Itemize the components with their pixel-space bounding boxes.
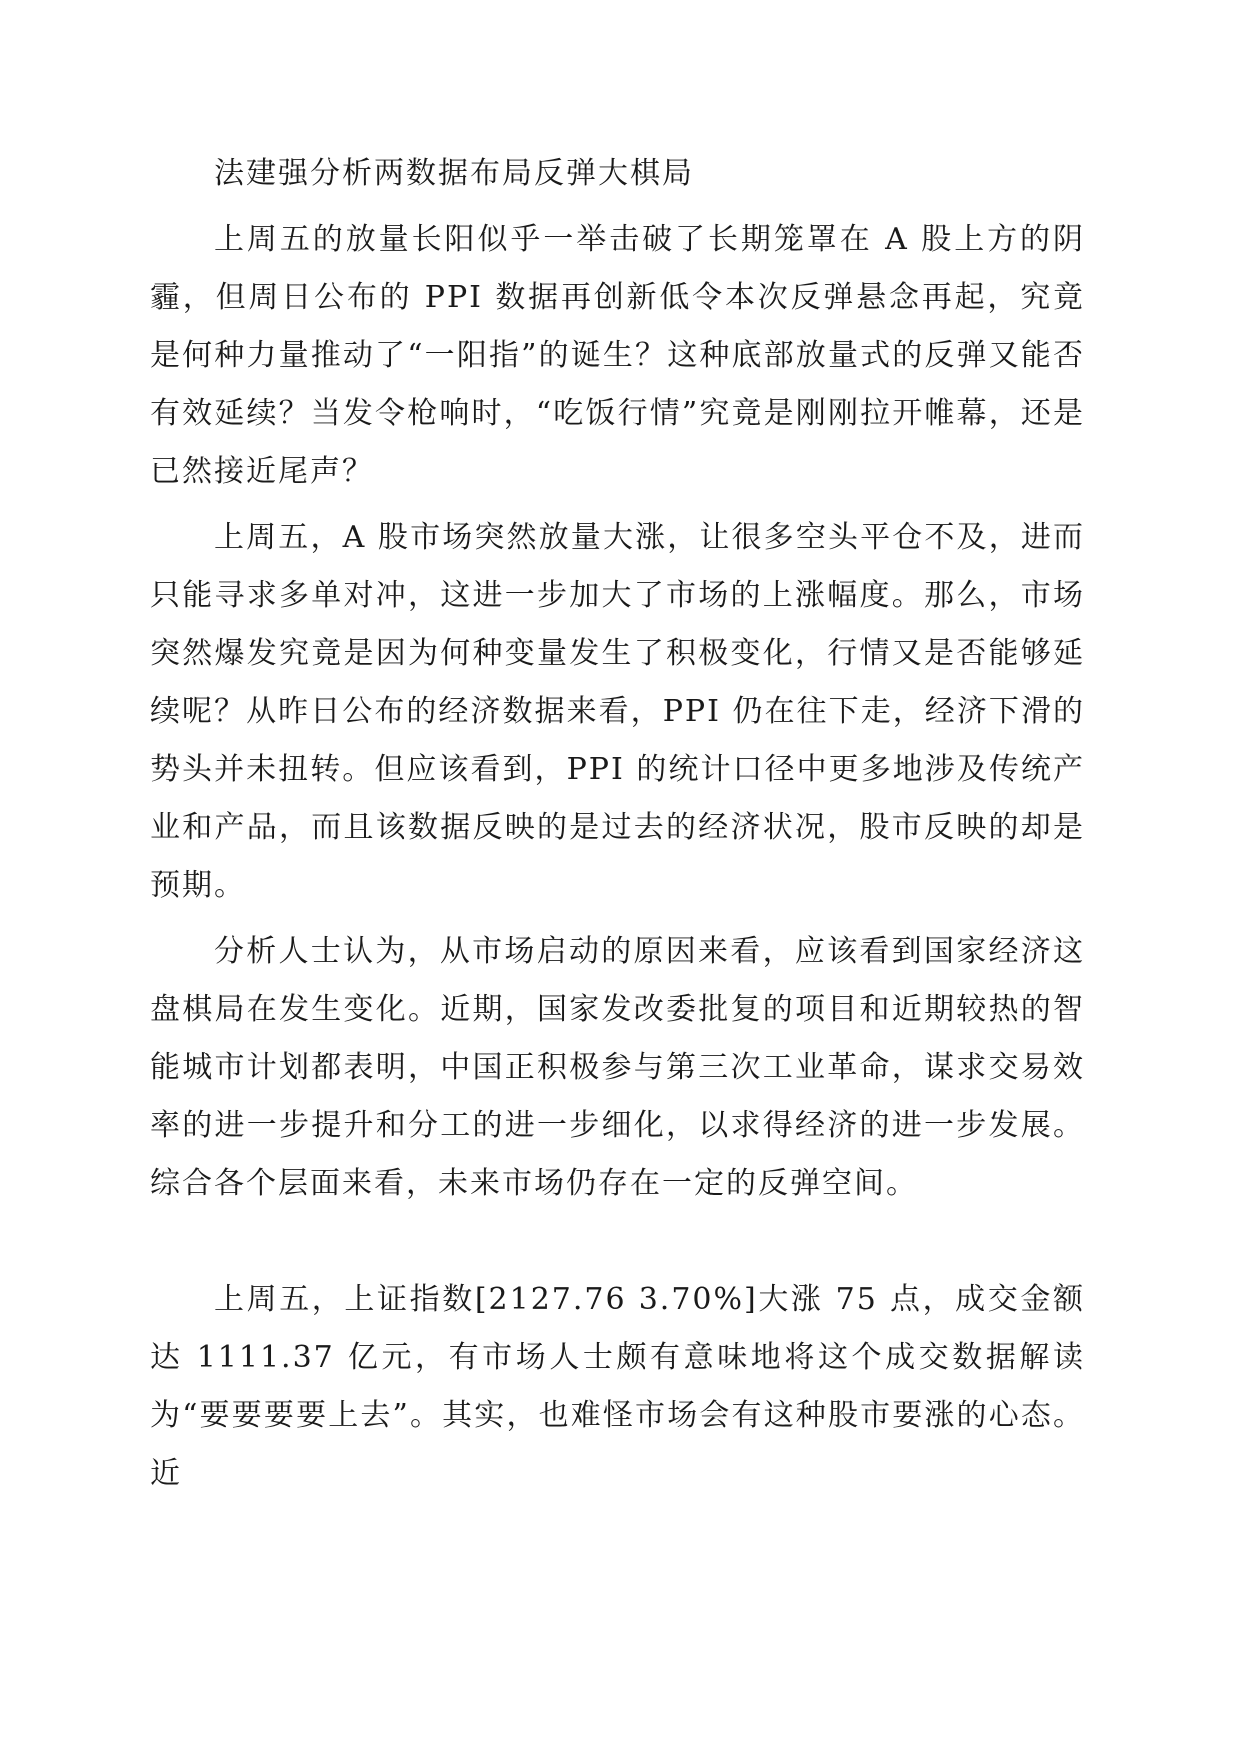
paragraph-intro: 上周五的放量长阳似乎一举击破了长期笼罩在 A 股上方的阴霾，但周日公布的 PPI 数据再创新低令本次反弹悬念再起，究竟是何种力量推动了“一阳指”的诞生？这种底部放量式的反弹又能否有效延续？当发令枪响时，“吃饭行情”究竟是刚刚拉开帷幕，还是已然接近尾声？ [150,222,1085,489]
article-title: 法建强分析两数据布局反弹大棋局 [214,156,694,191]
paragraph-index-volume: 上周五，上证指数[2127.76 3.70%]大涨 75 点，成交金额达 1111.37 亿元，有市场人士颇有意味地将这个成交数据解读为“要要要要上去”。其实，也难怪市场会有这种股市要涨的心态。近 [150,1282,1085,1491]
paragraph-analyst-view: 分析人士认为，从市场启动的原因来看，应该看到国家经济这盘棋局在发生变化。近期，国家发改委批复的项目和近期较热的智能城市计划都表明，中国正积极参与第三次工业革命，谋求交易效率的进一步提升和分工的进一步细化，以求得经济的进一步发展。综合各个层面来看，未来市场仍存在一定的反弹空间。 [150,934,1085,1201]
document-body [150,145,1085,1511]
paragraph-market-rally: 上周五，A 股市场突然放量大涨，让很多空头平仓不及，进而只能寻求多单对冲，这进一步加大了市场的上涨幅度。那么，市场突然爆发究竟是因为何种变量发生了积极变化，行情又是否能够延续呢？从昨日公布的经济数据来看，PPI 仍在往下走，经济下滑的势头并未扭转。但应该看到，PPI 的统计口径中更多地涉及传统产业和产品，而且该数据反映的是过去的经济状况，股市反映的却是预期。 [150,520,1085,903]
